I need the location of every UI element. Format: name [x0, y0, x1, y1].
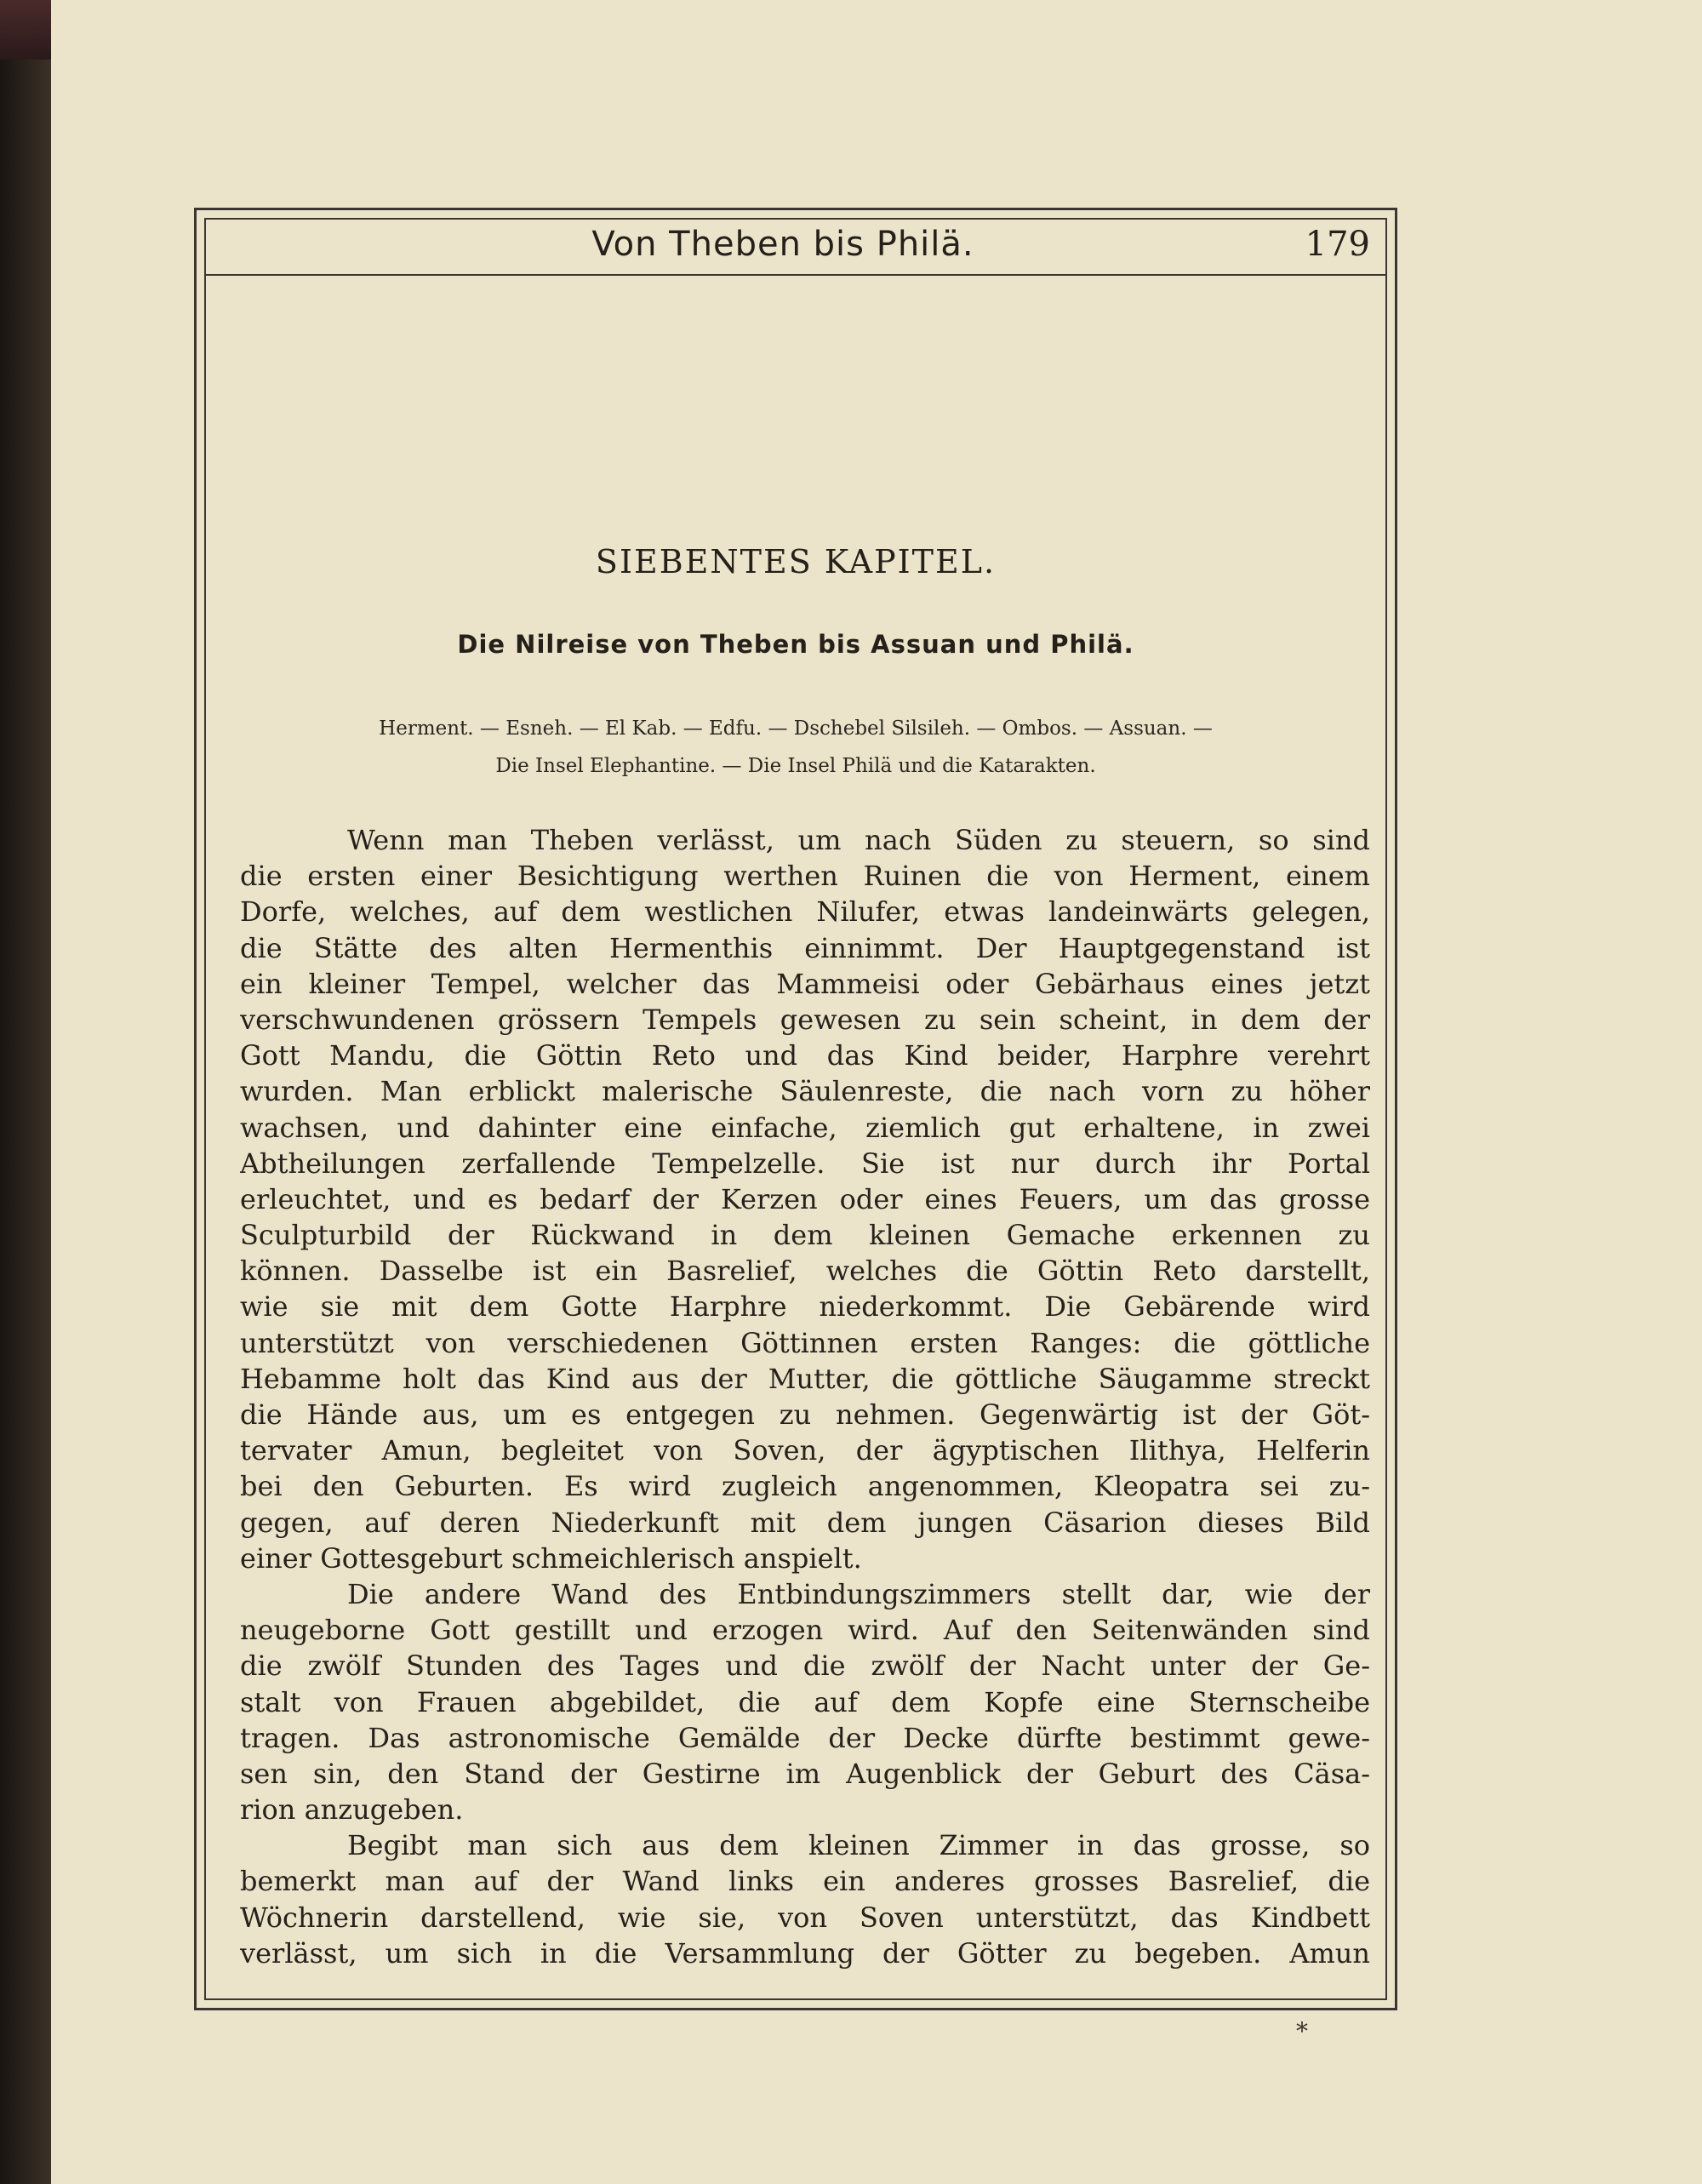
- chapter-summary: [238, 710, 1353, 785]
- body-line: Sculpturbild der Rückwand in dem kleinen Gemache erkennen zu: [240, 1219, 1370, 1252]
- book-spine: [0, 0, 51, 2184]
- header-rule: [204, 274, 1387, 276]
- body-text: [240, 822, 1370, 1971]
- body-line: sen sin, den Stand der Gestirne im Augenblick der Geburt des Cäsa-: [240, 1757, 1370, 1790]
- body-line: wachsen, und dahinter eine einfache, ziemlich gut erhaltene, in zwei: [240, 1111, 1370, 1144]
- body-line: neugeborne Gott gestillt und erzogen wird. Auf den Seitenwänden sind: [240, 1614, 1370, 1647]
- body-line: ein kleiner Tempel, welcher das Mammeisi oder Gebärhaus eines jetzt: [240, 967, 1370, 1000]
- chapter-label: SIEBENTES KAPITEL.: [595, 543, 997, 580]
- body-line: stalt von Frauen abgebildet, die auf dem Kopfe eine Sternscheibe: [240, 1685, 1370, 1718]
- body-line: verlässt, um sich in die Versammlung der Götter zu begeben. Amun: [240, 1936, 1370, 1970]
- body-line: die zwölf Stunden des Tages und die zwölf der Nacht unter der Ge-: [240, 1649, 1370, 1683]
- running-header: Von Theben bis Philä.: [591, 225, 974, 264]
- body-line: wurden. Man erblickt malerische Säulenreste, die nach vorn zu höher: [240, 1075, 1370, 1108]
- body-line: unterstützt von verschiedenen Göttinnen ersten Ranges: die göttliche: [240, 1326, 1370, 1359]
- page-number: 179: [1305, 225, 1370, 264]
- body-line: bemerkt man auf der Wand links ein anderes grosses Basrelief, die: [240, 1865, 1370, 1898]
- body-line: Gott Mandu, die Göttin Reto und das Kind beider, Harphre verehrt: [240, 1039, 1370, 1072]
- body-line: einer Gottesgeburt schmeichlerisch anspielt.: [240, 1541, 862, 1575]
- body-line: Wenn man Theben verlässt, um nach Süden zu steuern, so sind: [347, 824, 1370, 856]
- chapter-title: Die Nilreise von Theben bis Assuan und Philä.: [457, 630, 1134, 659]
- body-line: Die andere Wand des Entbindungszimmers stellt dar, wie der: [347, 1577, 1370, 1610]
- body-line: die Stätte des alten Hermenthis einnimmt. Der Hauptgegenstand ist: [240, 931, 1370, 964]
- body-line: können. Dasselbe ist ein Basrelief, welches die Göttin Reto darstellt,: [240, 1255, 1370, 1288]
- body-line: wie sie mit dem Gotte Harphre niederkommt. Die Gebärende wird: [240, 1290, 1370, 1324]
- body-line: Dorfe, welches, auf dem westlichen Nilufer, etwas landeinwärts gelegen,: [240, 895, 1370, 929]
- body-line: tervater Amun, begleitet von Soven, der ägyptischen Ilithya, Helferin: [240, 1434, 1370, 1467]
- body-line: tragen. Das astronomische Gemälde der Decke dürfte bestimmt gewe-: [240, 1721, 1370, 1754]
- body-line: Hebamme holt das Kind aus der Mutter, die göttliche Säugamme streckt: [240, 1362, 1370, 1395]
- body-line: die ersten einer Besichtigung werthen Ruinen die von Herment, einem: [240, 860, 1370, 893]
- body-line: Wöchnerin darstellend, wie sie, von Soven unterstützt, das Kindbett: [240, 1901, 1370, 1934]
- body-line: die Hände aus, um es entgegen zu nehmen. Gegenwärtig ist der Göt-: [240, 1398, 1370, 1431]
- body-line: rion anzugeben.: [240, 1793, 464, 1827]
- body-line: gegen, auf deren Niederkunft mit dem jungen Cäsarion dieses Bild: [240, 1506, 1370, 1539]
- body-line: bei den Geburten. Es wird zugleich angenommen, Kleopatra sei zu-: [240, 1470, 1370, 1503]
- summary-line: Herment. — Esneh. — El Kab. — Edfu. — Dschebel Silsileh. — Ombos. — Assuan. —: [379, 718, 1213, 740]
- summary-line: Die Insel Elephantine. — Die Insel Philä und die Katarakten.: [495, 755, 1096, 777]
- body-line: Begibt man sich aus dem kleinen Zimmer in das grosse, so: [347, 1829, 1370, 1862]
- signature-mark: *: [1296, 2017, 1308, 2045]
- body-line: Abtheilungen zerfallende Tempelzelle. Sie ist nur durch ihr Portal: [240, 1146, 1370, 1180]
- body-line: erleuchtet, und es bedarf der Kerzen oder eines Feuers, um das grosse: [240, 1182, 1370, 1215]
- body-line: verschwundenen grössern Tempels gewesen zu sein scheint, in dem der: [240, 1003, 1370, 1036]
